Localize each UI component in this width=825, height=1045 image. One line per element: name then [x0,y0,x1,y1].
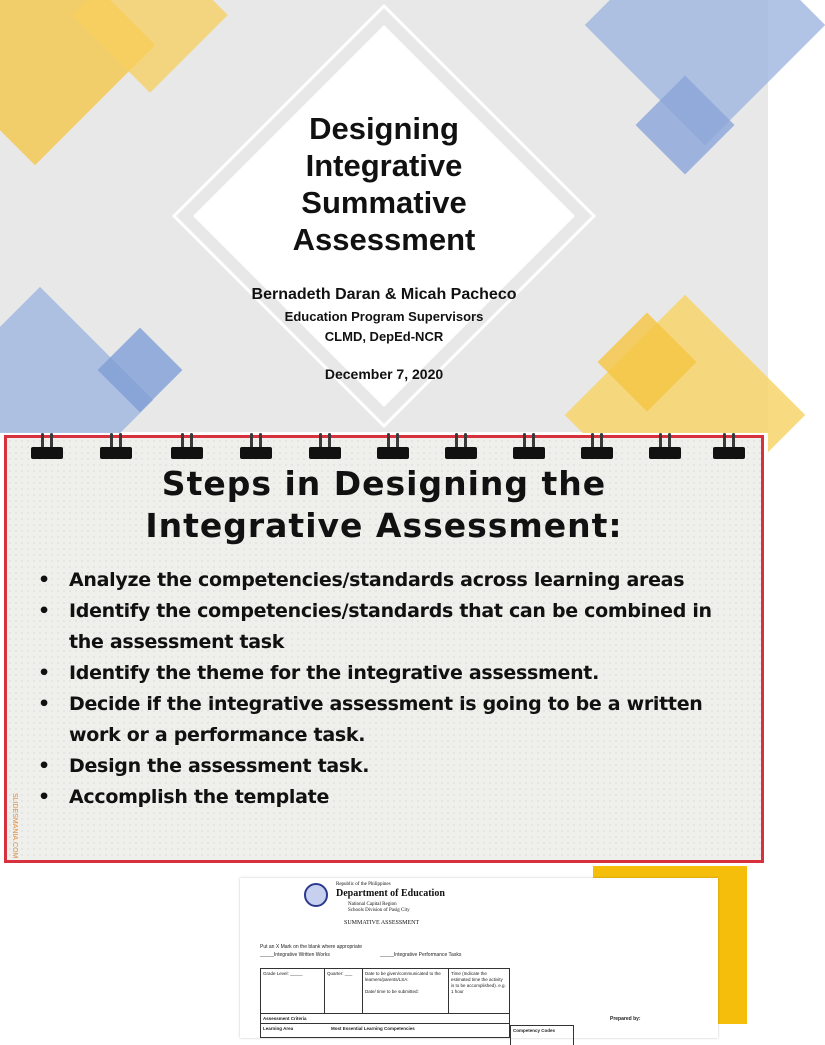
title-line: Steps in Designing the [161,464,607,503]
list-item [36,565,736,596]
quarter-cell: Quarter: ___ [325,969,363,1013]
bullet-icon: • [38,755,50,777]
option-written-works: _____Integrative Written Works [260,952,330,958]
list-item [36,782,736,813]
binder-ring-icon [513,433,545,463]
melc-header: Most Essential Learning Competencies [331,1026,415,1031]
time-cell: Time (Indicate the estimated time the activity is to be accomplished). e.g. 1 hour [451,971,506,994]
assessment-criteria-label: Assessment Criteria [263,1016,307,1021]
list-item [36,751,736,782]
presentation-date: December 7, 2020 [324,366,444,382]
binder-ring-icon [581,433,613,463]
competency-codes-header: Competency Codes [510,1025,574,1045]
author-organization: CLMD, DepEd-NCR [324,329,444,344]
bullet-icon: • [38,569,50,591]
list-item-text: Decide if the integrative assessment is going to be a written work or a performance task. [69,693,703,746]
option-performance-tasks: _____Integrative Performance Tasks [380,952,462,958]
bullet-icon: • [38,662,50,684]
date-given-label: Date to be given/communicated to the learners/parents/LSA: [365,971,441,982]
prepared-by-label: Prepared by: [610,1016,641,1022]
list-item [36,596,736,658]
table-divider [261,1013,509,1014]
bullet-icon: • [38,600,50,622]
template-slide [0,866,768,1033]
watermark: SLIDESMANIA.COM [11,793,18,859]
table-divider [261,1023,509,1024]
division-header: Schools Division of Pasig City [348,908,410,913]
department-header: Department of Education [336,888,445,899]
binder-ring-icon [171,433,203,463]
title-line: Integrative [305,148,463,183]
binder-ring-icon [649,433,681,463]
binder-ring-icon [309,433,341,463]
form-instruction: Put an X Mark on the blank where appropriate [260,944,363,950]
steps-list [36,565,736,813]
grade-level-cell: Grade Level: _____ [261,969,325,1013]
list-item [36,658,736,689]
binder-ring-icon [445,433,477,463]
author-role: Education Program Supervisors [284,309,484,324]
title-line: Designing [309,111,459,146]
binder-ring-icon [100,433,132,463]
binder-ring-icon [31,433,63,463]
binder-ring-icon [713,433,745,463]
learning-area-header: Learning Area [263,1026,294,1031]
list-item-text: Design the assessment task. [69,755,370,777]
slide1-title [184,110,584,258]
summative-assessment-form [240,878,718,1038]
bullet-icon: • [38,693,50,715]
list-item-text: Identify the competencies/standards that can be combined in the assessment task [69,600,712,653]
form-table [260,968,510,1038]
title-line: Assessment [292,222,476,257]
binder-rings [0,433,768,463]
deped-seal-icon [304,883,328,907]
title-line: Integrative Assessment: [145,506,623,545]
date-cell [363,969,449,1013]
binder-ring-icon [377,433,409,463]
binder-ring-icon [240,433,272,463]
title-slide [0,0,768,432]
list-item-text: Identify the theme for the integrative assessment. [69,662,599,684]
list-item-text: Analyze the competencies/standards across learning areas [69,569,685,591]
date-submitted-label: Date/ time to be submitted: [365,989,419,994]
steps-slide [0,433,768,865]
bullet-icon: • [38,786,50,808]
slide2-title [20,463,748,547]
list-item-text: Accomplish the template [69,786,330,808]
authors: Bernadeth Daran & Micah Pacheco [251,286,517,303]
title-line: Summative [301,185,467,220]
region-header: National Capital Region [348,902,397,907]
republic-header: Republic of the Philippines [336,882,391,887]
form-title: SUMMATIVE ASSESSMENT [344,920,420,926]
list-item [36,689,736,751]
